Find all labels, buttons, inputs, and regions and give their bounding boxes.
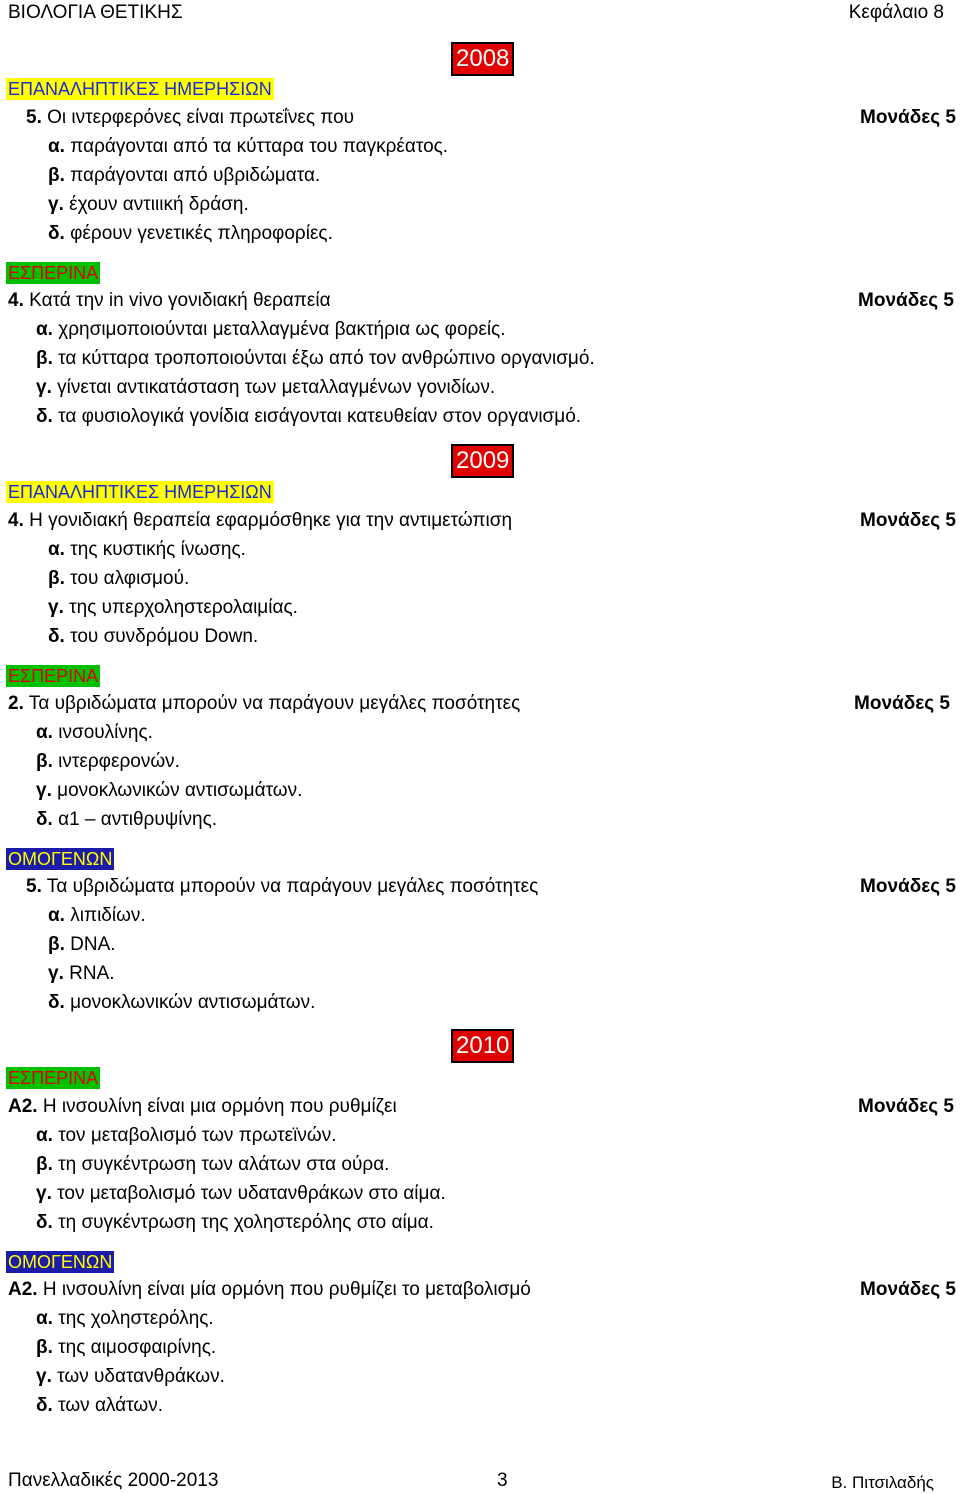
option: [36, 1308, 214, 1330]
option-text: της χοληστερόλης.: [52, 1308, 214, 1329]
marks-label: Μονάδες 5: [858, 1096, 954, 1117]
question-number: 5.: [26, 107, 42, 128]
question-text: Η ινσουλίνη είναι μία ορμόνη που ρυθμίζει το μεταβολισμό: [37, 1279, 531, 1300]
question-text: Τα υβριδώματα μπορούν να παράγουν μεγάλες ποσότητες: [23, 693, 521, 714]
option: [48, 568, 189, 590]
year-badge-2010: 2010: [451, 1029, 514, 1063]
section-tag: ΟΜΟΓΕΝΩΝ: [8, 1252, 113, 1272]
option-letter: α.: [48, 539, 65, 560]
option-letter: δ.: [36, 1395, 53, 1416]
option-text: τον μεταβολισμό των υδατανθράκων στο αίμα.: [51, 1183, 446, 1204]
footer-source: Πανελλαδικές 2000-2013: [8, 1470, 219, 1491]
option-text: της αιμοσφαιρίνης.: [52, 1337, 217, 1358]
section-tag: ΕΣΠΕΡΙΝΑ: [8, 666, 99, 686]
question: [8, 1279, 531, 1301]
question: [8, 693, 520, 715]
marks-label: Μονάδες 5: [860, 107, 956, 128]
marks-label: Μονάδες 5: [858, 290, 954, 311]
option-letter: γ.: [48, 963, 64, 984]
option-letter: δ.: [36, 809, 53, 830]
option-text: φέρουν γενετικές πληροφορίες.: [64, 223, 333, 244]
option: [36, 1366, 225, 1388]
option-text: τη συγκέντρωση της χοληστερόλης στο αίμα.: [52, 1212, 434, 1233]
option-text: RNA.: [63, 963, 115, 984]
marks-label: Μονάδες 5: [860, 1279, 956, 1300]
option: [36, 406, 581, 428]
question-number: 5.: [26, 876, 42, 897]
marks-label: Μονάδες 5: [860, 876, 956, 897]
question-text: Τα υβριδώματα μπορούν να παράγουν μεγάλες ποσότητες: [41, 876, 539, 897]
option-letter: δ.: [36, 406, 53, 427]
option-letter: β.: [48, 165, 65, 186]
option: [36, 1337, 216, 1359]
option-letter: γ.: [36, 780, 52, 801]
question-text: Οι ιντερφερόνες είναι πρωτεΐνες που: [41, 107, 355, 128]
option: [36, 377, 495, 399]
question-text: Η ινσουλίνη είναι μια ορμόνη που ρυθμίζει: [37, 1096, 397, 1117]
year-badge-2008: 2008: [451, 42, 514, 76]
option-letter: γ.: [36, 1183, 52, 1204]
option-letter: β.: [36, 348, 53, 369]
option-letter: γ.: [36, 377, 52, 398]
section-tag: ΕΣΠΕΡΙΝΑ: [8, 1068, 99, 1088]
question-number: 2.: [8, 693, 24, 714]
option-text: του αλφισμού.: [64, 568, 190, 589]
question: [26, 876, 538, 898]
option: [36, 809, 217, 831]
option-text: DNA.: [64, 934, 116, 955]
marks-label: Μονάδες 5: [860, 510, 956, 531]
question: [8, 290, 331, 312]
marks-label: Μονάδες 5: [854, 693, 950, 714]
option: [48, 597, 298, 619]
year-badge-2009: 2009: [451, 444, 514, 478]
option: [48, 963, 115, 985]
option-letter: δ.: [36, 1212, 53, 1233]
option-text: χρησιμοποιούνται μεταλλαγμένα βακτήρια ως φορείς.: [52, 319, 506, 340]
option: [36, 1395, 163, 1417]
option-letter: γ.: [48, 597, 64, 618]
option-text: ινσουλίνης.: [52, 722, 153, 743]
question-text: Η γονιδιακή θεραπεία εφαρμόσθηκε για την αντιμετώπιση: [23, 510, 513, 531]
option: [48, 194, 249, 216]
option-letter: δ.: [48, 223, 65, 244]
option-text: των αλάτων.: [52, 1395, 163, 1416]
header-title: ΒΙΟΛΟΓΙΑ ΘΕΤΙΚΗΣ: [8, 2, 183, 23]
option-text: τα κύτταρα τροποποιούνται έξω από τον ανθρώπινο οργανισμό.: [52, 348, 595, 369]
option: [48, 905, 146, 927]
question-text: Κατά την in vivo γονιδιακή θεραπεία: [23, 290, 331, 311]
option: [48, 626, 258, 648]
option: [36, 1125, 336, 1147]
option-text: α1 – αντιθρυψίνης.: [52, 809, 218, 830]
option-text: των υδατανθράκων.: [51, 1366, 225, 1387]
section-tag: ΟΜΟΓΕΝΩΝ: [8, 849, 113, 869]
section-tag: ΕΠΑΝΑΛΗΠΤΙΚΕΣ ΗΜΕΡΗΣΙΩΝ: [8, 482, 272, 502]
option: [48, 136, 448, 158]
section-tag: ΕΣΠΕΡΙΝΑ: [8, 263, 99, 283]
option-letter: δ.: [48, 626, 65, 647]
question-number: Α2.: [8, 1096, 38, 1117]
header-chapter: Κεφάλαιο 8: [848, 2, 944, 23]
option-letter: α.: [48, 905, 65, 926]
option-text: της κυστικής ίνωσης.: [64, 539, 246, 560]
question: [8, 510, 512, 532]
option-text: ιντερφερονών.: [52, 751, 180, 772]
option-text: γίνεται αντικατάσταση των μεταλλαγμένων γονιδίων.: [51, 377, 496, 398]
option: [48, 539, 246, 561]
option: [36, 319, 505, 341]
option-letter: α.: [36, 722, 53, 743]
option-letter: α.: [36, 319, 53, 340]
option-letter: δ.: [48, 992, 65, 1013]
option-letter: γ.: [36, 1366, 52, 1387]
option: [36, 1183, 446, 1205]
option-text: τα φυσιολογικά γονίδια εισάγονται κατευθείαν στον οργανισμό.: [52, 406, 582, 427]
option-text: μονοκλωνικών αντισωμάτων.: [64, 992, 316, 1013]
option-letter: β.: [48, 568, 65, 589]
option-text: τη συγκέντρωση των αλάτων στα ούρα.: [52, 1154, 390, 1175]
option: [36, 348, 595, 370]
option-text: του συνδρόμου Down.: [64, 626, 259, 647]
option-letter: α.: [48, 136, 65, 157]
question: [26, 107, 354, 129]
footer-author: Β. Πιτσιλαδής: [831, 1473, 934, 1492]
section-tag: ΕΠΑΝΑΛΗΠΤΙΚΕΣ ΗΜΕΡΗΣΙΩΝ: [8, 79, 272, 99]
question: [8, 1096, 397, 1118]
option: [36, 751, 180, 773]
option-text: λιπιδίων.: [64, 905, 146, 926]
option-text: παράγονται από υβριδώματα.: [64, 165, 321, 186]
option-letter: β.: [36, 1154, 53, 1175]
option-text: μονοκλωνικών αντισωμάτων.: [51, 780, 303, 801]
option: [36, 1212, 434, 1234]
option-letter: β.: [36, 1337, 53, 1358]
option: [48, 992, 315, 1014]
option-text: τον μεταβολισμό των πρωτεϊνών.: [52, 1125, 337, 1146]
question-number: 4.: [8, 510, 24, 531]
option-letter: β.: [48, 934, 65, 955]
option: [36, 1154, 389, 1176]
option-text: παράγονται από τα κύτταρα του παγκρέατος.: [64, 136, 449, 157]
option-letter: β.: [36, 751, 53, 772]
option-text: έχουν αντιιική δράση.: [63, 194, 249, 215]
question-number: 4.: [8, 290, 24, 311]
option: [36, 780, 302, 802]
option-letter: α.: [36, 1308, 53, 1329]
question-number: Α2.: [8, 1279, 38, 1300]
option-letter: γ.: [48, 194, 64, 215]
option: [48, 223, 333, 245]
page-number: 3: [497, 1470, 508, 1491]
option-text: της υπερχοληστερολαιμίας.: [63, 597, 298, 618]
option: [48, 934, 116, 956]
option: [36, 722, 153, 744]
option: [48, 165, 320, 187]
option-letter: α.: [36, 1125, 53, 1146]
